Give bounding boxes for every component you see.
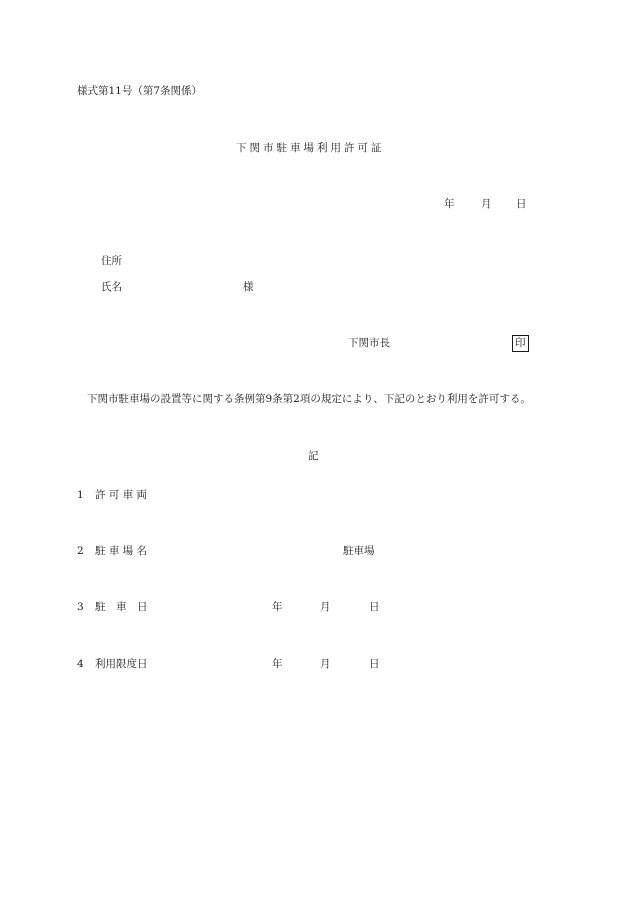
honorific: 様: [243, 281, 254, 293]
item-4-label: 利用限度日: [95, 658, 148, 670]
issuer-title: 下関市長: [348, 337, 390, 349]
item-4-year: 年: [272, 658, 283, 670]
item-1-label: 許 可 車 両: [95, 489, 148, 501]
ki-heading: 記: [308, 450, 319, 462]
item-3-year: 年: [272, 601, 283, 613]
item-2-number: 2: [77, 545, 84, 557]
address-label: 住所: [101, 255, 122, 267]
item-3-number: 3: [77, 601, 84, 613]
item-3-label: 駐 車 日: [95, 601, 148, 613]
seal-label: 印: [512, 335, 529, 352]
form-number-label: 様式第11号（第7条関係）: [77, 85, 203, 97]
issue-date-day: 日: [516, 198, 527, 210]
document-title: 下関市駐車場利用許可証: [236, 142, 385, 154]
item-2-suffix: 駐車場: [343, 545, 375, 557]
issue-date-year: 年: [444, 198, 455, 210]
item-2-label: 駐 車 場 名: [95, 545, 148, 557]
item-3-day: 日: [369, 601, 380, 613]
item-4-month: 月: [320, 658, 331, 670]
item-4-number: 4: [77, 658, 84, 670]
name-label: 氏名: [101, 281, 122, 293]
item-4-day: 日: [369, 658, 380, 670]
item-3-month: 月: [320, 601, 331, 613]
permit-body-text: 下関市駐車場の設置等に関する条例第9条第2項の規定により、下記のとおり利用を許可する。: [87, 393, 531, 405]
item-1-number: 1: [77, 489, 84, 501]
issue-date-month: 月: [481, 198, 492, 210]
seal-mark: [512, 335, 529, 352]
